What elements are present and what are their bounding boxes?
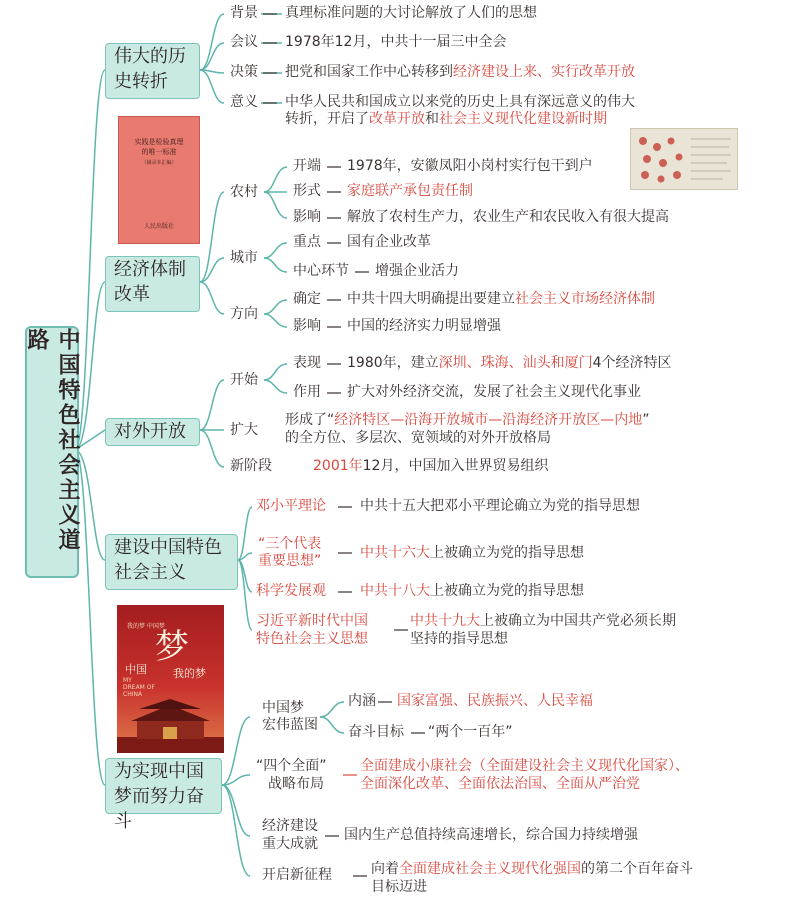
text-achieve: 国内生产总值持续高速增长，综合国力持续增强	[344, 827, 638, 843]
text-meaning-line1: 中华人民共和国成立以来党的历史上具有深远意义的伟大	[285, 94, 635, 110]
text-sci-main: 上被确立为党的指导思想	[430, 583, 584, 599]
text-three-represents-2: 重要思想”	[258, 553, 322, 569]
text-meeting: 1978年12月，中共十一届三中全会	[285, 34, 507, 50]
text-decision-red: 经济建设上来、实行改革开放	[453, 64, 635, 80]
text-start: 1978年，安徽凤阳小岗村实行包干到户	[347, 158, 593, 174]
text-goal: “两个一百年”	[428, 724, 513, 740]
text-show	[347, 355, 672, 372]
text-impact2: 中国的经济实力明显增强	[347, 318, 501, 334]
text-three-detail	[360, 545, 584, 562]
text-xi-main: 上被确立为中国共产党必须长期	[480, 613, 676, 629]
tiananmen-icon	[117, 697, 224, 753]
text-three-main: 上被确立为党的指导思想	[430, 545, 584, 561]
text-role: 扩大对外经济交流，发展了社会主义现代化事业	[347, 384, 641, 400]
china-dream-poster-image	[117, 605, 224, 753]
label-goal: 奋斗目标	[348, 724, 404, 740]
text-expand-line2: 的全方位、多层次、宽领域的对外开放格局	[285, 430, 551, 446]
text-journey-line2: 目标迈进	[371, 879, 427, 895]
poster-english	[123, 677, 155, 698]
contract-fingerprints-icon	[631, 129, 737, 189]
book-title-line2: 的唯一标准	[141, 148, 177, 156]
label-meaning: 意义	[230, 94, 258, 110]
text-meaning-red1: 改革开放	[369, 111, 425, 127]
text-form: 家庭联产承包责任制	[347, 183, 473, 199]
poster-line: 中国	[125, 663, 147, 676]
poster-small-text: 我的梦 中国梦	[127, 623, 165, 630]
book-title	[119, 137, 199, 157]
category-build-socialism-label: 建设中国特色社会主义	[114, 537, 222, 583]
category-historic-turn	[105, 43, 200, 99]
label-blueprint-1: 中国梦	[262, 700, 304, 716]
text-meaning-2a: 转折，开启了	[285, 111, 369, 127]
book-cover-image	[118, 116, 200, 244]
text-four-line1: 全面建成小康社会（全面建设社会主义现代化国家）、	[360, 758, 689, 774]
label-begin: 开始	[230, 372, 258, 388]
label-meeting: 会议	[230, 34, 258, 50]
text-sci-detail	[360, 583, 584, 600]
book-subtitle: （摘录本汇编）	[141, 160, 177, 166]
label-focus: 重点	[293, 234, 321, 250]
category-economic-reform-label: 经济体制改革	[114, 259, 186, 305]
label-background: 背景	[230, 5, 258, 21]
text-connotation: 国家富强、民族振兴、人民幸福	[397, 693, 593, 709]
poster-en3: CHINA	[123, 691, 143, 698]
label-four-comprehensives-1: “四个全面”	[256, 758, 327, 774]
label-role: 作用	[293, 384, 321, 400]
label-impact2: 影响	[293, 318, 321, 334]
label-four-comprehensives-2: 战略布局	[268, 776, 324, 792]
contract-document-photo	[630, 128, 738, 190]
text-sci-red2: 中共十八大	[360, 583, 430, 599]
label-start: 开端	[293, 158, 321, 174]
text-show-red3: 汕头和厦门	[522, 355, 593, 371]
label-direction: 方向	[230, 306, 258, 322]
text-new-stage	[313, 458, 548, 475]
label-form: 形式	[293, 183, 321, 199]
text-focus: 国有企业改革	[347, 234, 431, 250]
text-expand-line1	[285, 412, 650, 429]
text-journey-line1	[371, 861, 693, 878]
category-opening-up-label: 对外开放	[114, 421, 186, 442]
poster-big-char: 梦	[155, 627, 189, 667]
book-title-line1: 实践是检验真理	[134, 138, 184, 146]
label-achieve-2: 重大成就	[262, 836, 318, 852]
label-new-stage: 新阶段	[230, 458, 272, 474]
text-journey-red: 全面建成社会主义现代化强国	[399, 861, 581, 877]
text-expand-1: 形成了“	[285, 412, 335, 428]
text-expand-red: 经济特区—沿海开放城市—沿海经济开放区—内地	[334, 412, 643, 428]
category-china-dream-label: 为实现中国梦而努力奋斗	[114, 761, 204, 832]
book-publisher: 人民出版社	[143, 223, 174, 230]
text-impact: 解放了农村生产力，农业生产和农民收入有很大提高	[347, 209, 669, 225]
text-new-stage-main: 12月，中国加入世界贸易组织	[362, 458, 549, 474]
text-confirm	[347, 291, 655, 308]
text-four-line2: 全面深化改革、全面依法治国、全面从严治党	[360, 776, 640, 792]
text-show-1: 1980年，建立	[347, 355, 439, 371]
text-confirm-main: 中共十四大明确提出要建立	[347, 291, 515, 307]
text-xi-red3: 中共十九大	[410, 613, 480, 629]
label-connotation: 内涵	[348, 693, 376, 709]
label-confirm: 确定	[293, 291, 321, 307]
text-journey-2: 的第二个百年奋斗	[581, 861, 693, 877]
text-xi-thought-2: 特色社会主义思想	[256, 631, 368, 647]
category-build-socialism	[105, 534, 238, 590]
text-new-stage-red: 2001年	[313, 458, 363, 474]
poster-line2: 我的梦	[173, 667, 206, 680]
root-topic-label: 中国特色社会主义道路	[24, 328, 80, 553]
label-village: 农村	[230, 184, 258, 200]
text-meaning-2b: 和	[425, 111, 439, 127]
text-journey-1: 向着	[371, 861, 399, 877]
text-meaning-line2	[285, 111, 607, 128]
text-scientific-outlook: 科学发展观	[256, 583, 326, 599]
text-show-red1: 深圳	[438, 355, 467, 371]
label-show: 表现	[293, 355, 321, 371]
poster-en2: DREAM OF	[123, 684, 155, 691]
category-economic-reform	[105, 256, 200, 312]
poster-en1: MY	[123, 677, 132, 684]
text-deng-detail: 中共十五大把邓小平理论确立为党的指导思想	[360, 498, 640, 514]
label-decision: 决策	[230, 64, 258, 80]
label-new-journey: 开启新征程	[262, 867, 332, 883]
label-impact: 影响	[293, 209, 321, 225]
text-confirm-red: 社会主义市场经济体制	[515, 291, 655, 307]
category-historic-turn-label: 伟大的历史转折	[114, 46, 186, 92]
text-expand-2: ”	[642, 412, 650, 428]
text-xi-detail-2: 坚持的指导思想	[410, 631, 508, 647]
text-background: 真理标准问题的大讨论解放了人们的思想	[285, 5, 537, 21]
text-show-2: 4个经济特区	[592, 355, 672, 371]
text-core: 增强企业活力	[375, 263, 459, 279]
label-achieve-1: 经济建设	[262, 818, 318, 834]
text-xi-thought-1: 习近平新时代中国	[256, 613, 368, 629]
text-show-red2: 珠海	[480, 355, 509, 371]
category-china-dream	[105, 758, 222, 832]
label-city: 城市	[230, 250, 258, 266]
text-decision-main: 把党和国家工作中心转移到	[285, 64, 453, 80]
text-meaning-red2: 社会主义现代化建设新时期	[439, 111, 607, 127]
text-xi-detail-1	[410, 613, 676, 630]
text-decision	[285, 64, 635, 81]
root-topic	[25, 326, 79, 578]
label-core: 中心环节	[293, 263, 349, 279]
text-three-red3: 中共十六大	[360, 545, 430, 561]
label-expand: 扩大	[230, 422, 258, 438]
text-show-sep1: 、	[466, 355, 481, 371]
label-blueprint-2: 宏伟蓝图	[262, 717, 318, 733]
text-three-represents-1: “三个代表	[258, 536, 322, 552]
category-opening-up	[105, 418, 200, 446]
text-deng-theory: 邓小平理论	[256, 498, 326, 514]
text-show-sep2: 、	[508, 355, 523, 371]
